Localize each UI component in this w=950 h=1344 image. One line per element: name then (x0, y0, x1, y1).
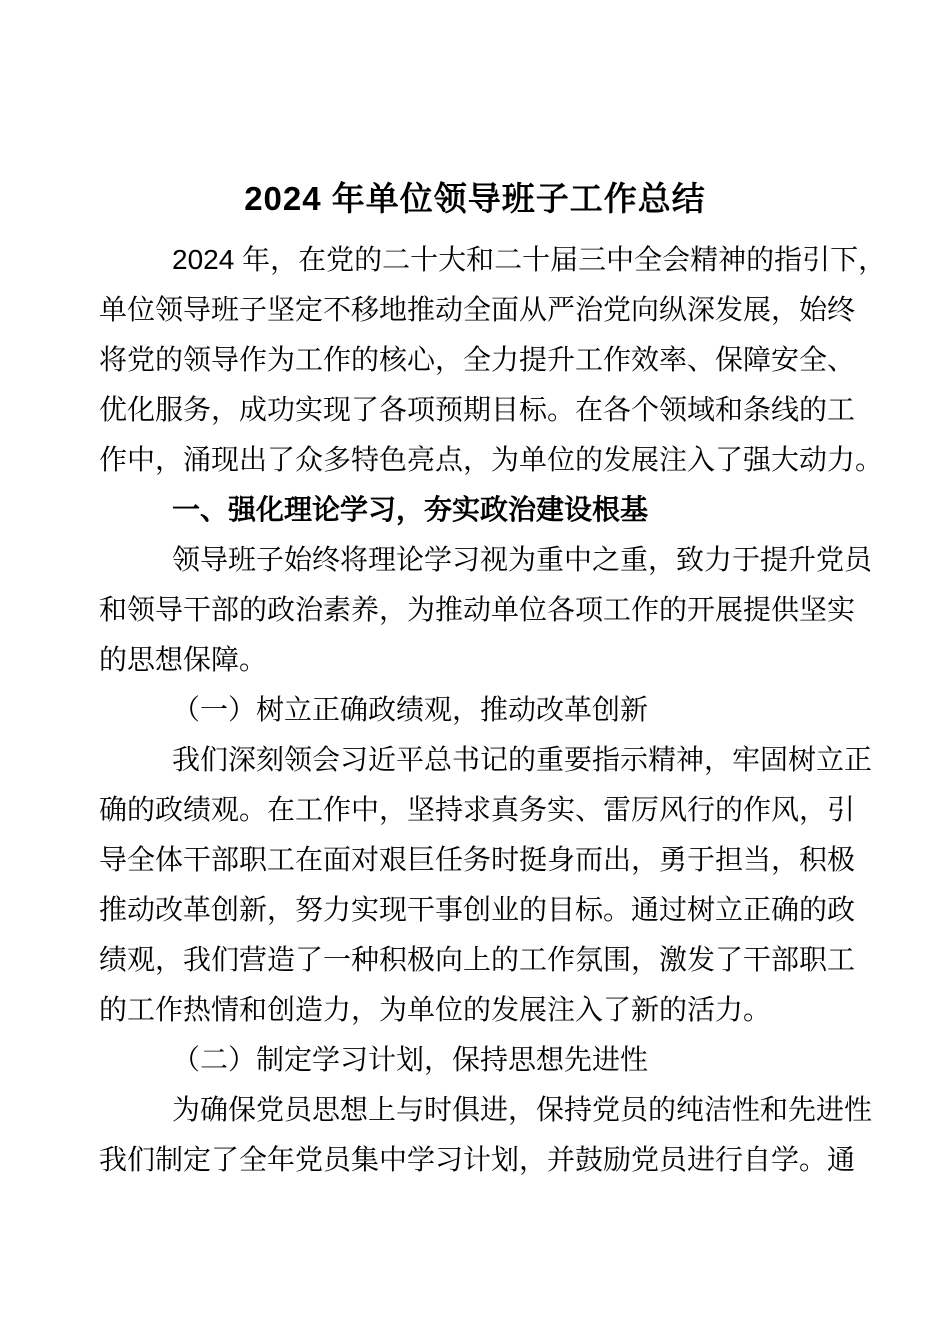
subsection-heading: （一）树立正确政绩观，推动改革创新 (172, 694, 649, 725)
paragraph-line: 绩观，我们营造了一种积极向上的工作氛围，激发了干部职工 (99, 944, 856, 975)
paragraph-line: 我们深刻领会习近平总书记的重要指示精神，牢固树立正 (172, 744, 873, 775)
subsection-heading: （二）制定学习计划，保持思想先进性 (172, 1044, 649, 1075)
paragraph-line: 和领导干部的政治素养，为推动单位各项工作的开展提供坚实 (99, 594, 856, 625)
paragraph-line: 领导班子始终将理论学习视为重中之重，致力于提升党员 (172, 544, 873, 575)
section-heading: 一、强化理论学习，夯实政治建设根基 (172, 494, 649, 525)
paragraph-line: 2024 年，在党的二十大和二十届三中全会精神的指引下， (172, 244, 887, 275)
paragraph-line: 作中，涌现出了众多特色亮点，为单位的发展注入了强大动力。 (99, 444, 884, 475)
paragraph-line: 单位领导班子坚定不移地推动全面从严治党向纵深发展，始终 (99, 294, 856, 325)
document-body (99, 235, 899, 1185)
document-title: 2024 年单位领导班子工作总结 (244, 180, 706, 217)
paragraph-line: 的工作热情和创造力，为单位的发展注入了新的活力。 (99, 994, 772, 1025)
paragraph-line: 优化服务，成功实现了各项预期目标。在各个领域和条线的工 (99, 394, 856, 425)
paragraph-line: 我们制定了全年党员集中学习计划，并鼓励党员进行自学。通 (99, 1144, 856, 1175)
paragraph-line: 的思想保障。 (99, 644, 268, 675)
paragraph-line: 导全体干部职工在面对艰巨任务时挺身而出，勇于担当，积极 (99, 844, 856, 875)
paragraph-line: 将党的领导作为工作的核心，全力提升工作效率、保障安全、 (99, 344, 856, 375)
paragraph-line: 确的政绩观。在工作中，坚持求真务实、雷厉风行的作风，引 (99, 794, 856, 825)
paragraph-line: 推动改革创新，努力实现干事创业的目标。通过树立正确的政 (99, 894, 856, 925)
paragraph-line: 为确保党员思想上与时俱进，保持党员的纯洁性和先进性 (172, 1094, 873, 1125)
